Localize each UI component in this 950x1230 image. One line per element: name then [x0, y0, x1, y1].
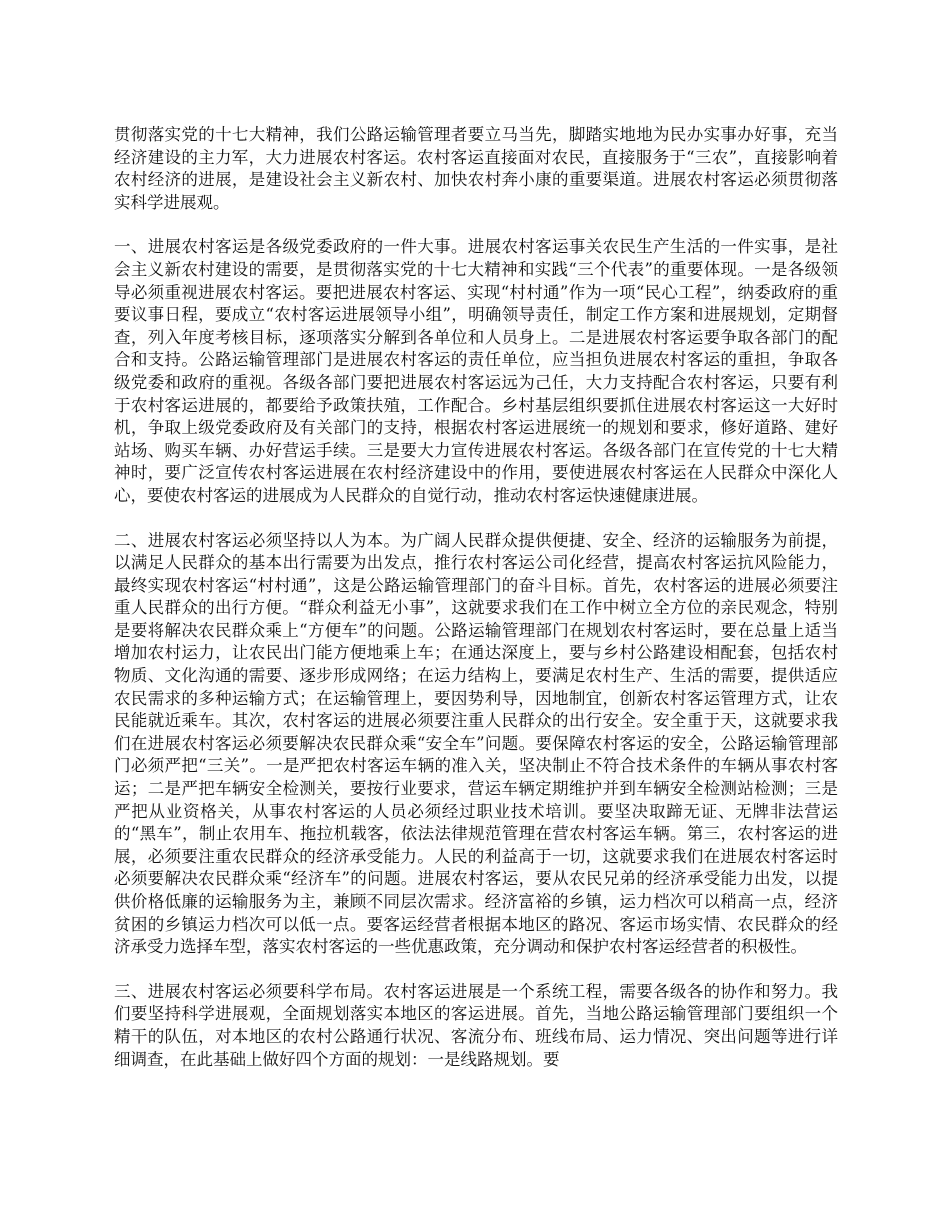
document-body	[114, 124, 838, 1071]
paragraph-section-three: 三、进展农村客运必须要科学布局。农村客运进展是一个系统工程，需要各级各的协作和努力。我们要坚持科学进展观，全面规划落实本地区的客运进展。首先，当地公路运输管理部门要组织一个精干的队伍，对本地区的农村公路通行状况、客流分布、班线布局、运力情况、突出问题等进行详细调查，在此基础上做好四个方面的规划：一是线路规划。要	[114, 981, 838, 1069]
paragraph-intro: 贯彻落实党的十七大精神，我们公路运输管理者要立马当先，脚踏实地地为民办实事办好事，充当经济建设的主力军，大力进展农村客运。农村客运直接面对农民，直接服务于“三农”，直接影响着农村经济的进展，是建设社会主义新农村、加快农村奔小康的重要渠道。进展农村客运必须贯彻落实科学进展观。	[114, 125, 838, 212]
paragraph-section-one: 一、进展农村客运是各级党委政府的一件大事。进展农村客运事关农民生产生活的一件实事，是社会主义新农村建设的需要，是贯彻落实党的十七大精神和实践“三个代表”的重要体现。一是各级领导必须重视进展农村客运。要把进展农村客运、实现“村村通”作为一项“民心工程”，纳委政府的重要议事日程，要成立“农村客运进展领导小组”，明确领导责任，制定工作方案和进展规划，定期督查，列入年度考核目标，逐项落实分解到各单位和人员身上。二是进展农村客运要争取各部门的配合和支持。公路运输管理部门是进展农村客运的责任单位，应当担负进展农村客运的重担，争取各级党委和政府的重视。各级各部门要把进展农村客运远为己任，大力支持配合农村客运，只要有利于农村客运进展的，都要给予政策扶殖，工作配合。乡村基层组织要抓住进展农村客运这一大好时机，争取上级党委政府及有关部门的支持，根据农村客运进展统一的规划和要求，修好道路、建好站场、购买车辆、办好营运手续。三是要大力宣传进展农村客运。各级各部门在宣传党的十七大精神时，要广泛宣传农村客运进展在农村经济建设中的作用，要使进展农村客运在人民群众中深化人心，要使农村客运的进展成为人民群众的自觉行动，推动农村客运快速健康进展。	[114, 237, 838, 505]
paragraph-section-two: 二、进展农村客运必须坚持以人为本。为广阔人民群众提供便捷、安全、经济的运输服务为前提，以满足人民群众的基本出行需要为出发点，推行农村客运公司化经营，提高农村客运抗风险能力，最终实现农村客运“村村通”，这是公路运输管理部门的奋斗目标。首先，农村客运的进展必须要注重人民群众的出行方便。“群众利益无小事”，这就要求我们在工作中树立全方位的亲民观念，特别是要将解决农民群众乘上“方便车”的问题。公路运输管理部门在规划农村客运时，要在总量上适当增加农村运力，让农民出门能方便地乘上车；在通达深度上，要与乡村公路建设相配套，包括农村物质、文化沟通的需要、逐步形成网络；在运力结构上，要满足农村生产、生活的需要，提供适应农民需求的多种运输方式；在运输管理上，要因势利导，因地制宜，创新农村客运管理方式，让农民能就近乘车。其次，农村客运的进展必须要注重人民群众的出行安全。安全重于天，这就要求我们在进展农村客运必须要解决农民群众乘“安全车”问题。要保障农村客运的安全，公路运输管理部门必须严把“三关”。一是严把农村客运车辆的准入关，坚决制止不符合技术条件的车辆从事农村客运；二是严把车辆安全检测关，要按行业要求，营运车辆定期维护并到车辆安全检测站检测；三是严把从业资格关，从事农村客运的人员必须经过职业技术培训。要坚决取蹄无证、无牌非法营运的“黑车”，制止农用车、拖拉机载客，依法法律规范管理在营农村客运车辆。第三，农村客运的进展，必须要注重农民群众的经济承受能力。人民的利益高于一切，这就要求我们在进展农村客运时必须要解决农民群众乘“经济车”的问题。进展农村客运，要从农民兄弟的经济承受能力出发，以提供价格低廉的运输服务为主，兼顾不同层次需求。经济富裕的乡镇，运力档次可以稍高一点，经济贫困的乡镇运力档次可以低一点。要客运经营者根据本地区的路况、客运市场实情、农民群众的经济承受力选择车型，落实农村客运的一些优惠政策，充分调动和保护农村客运经营者的积极性。	[114, 530, 838, 957]
